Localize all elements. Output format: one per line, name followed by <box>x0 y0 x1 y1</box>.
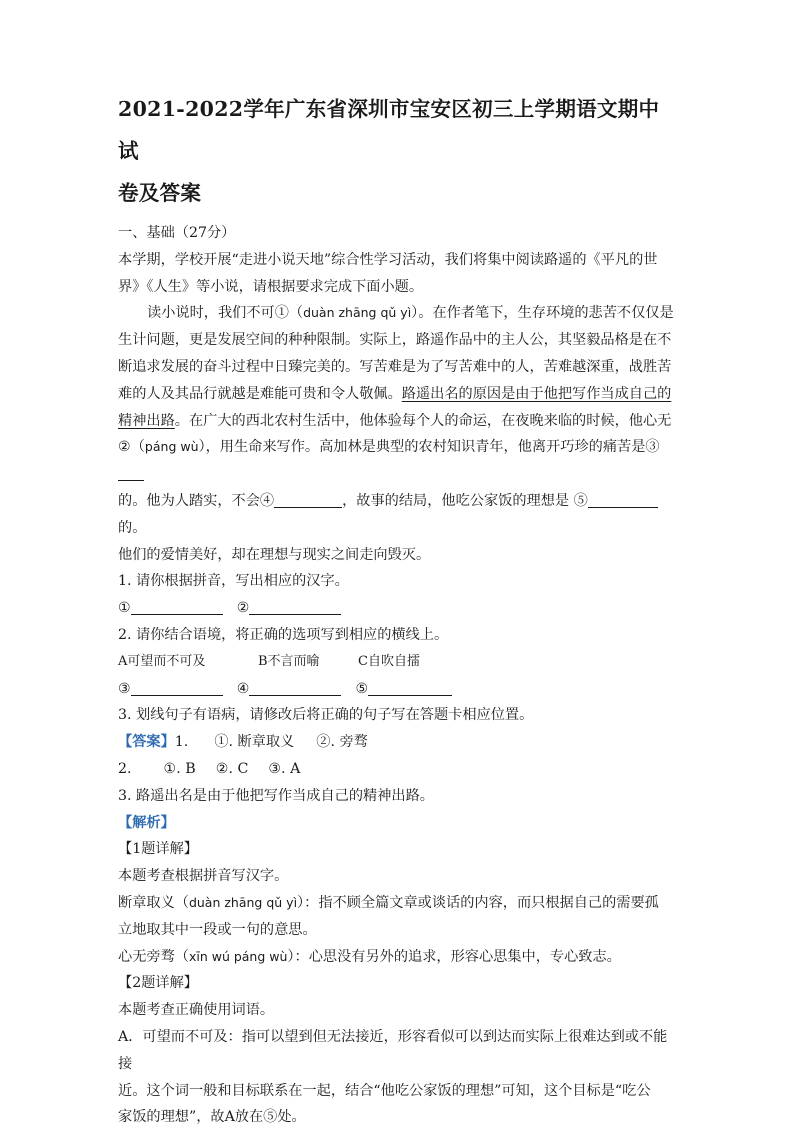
detail-2-line-1: 本题考查正确使用词语。 <box>118 1002 275 1019</box>
title-line-1: 2021-2022学年广东省深圳市宝安区初三上学期语文期中试 <box>118 97 660 163</box>
question-2: 2. 请你结合语境，将正确的选项写到相应的横线上。 <box>118 626 449 643</box>
passage-line-1: 读小说时，我们不可①（duàn zhāng qǔ yì）。在作者笔下，生存环境的悲苦不仅仅是 <box>147 305 674 322</box>
blank-3[interactable] <box>118 464 144 481</box>
answer-line-1: 【答案】1. ①. 断章取义 ②. 旁骛 <box>118 734 368 751</box>
passage-line-2: 生计问题，更是发展空间的种种限制。实际上，路遥作品中的主人公，其坚毅品格是在不 <box>118 332 672 349</box>
question-2-blanks: ③ ④ ⑤ <box>118 676 678 703</box>
detail-1-line-2: 断章取义（duàn zhāng qǔ yì）：指不顾全篇文章或谈话的内容，而只根据自己的需要孤 <box>118 894 659 911</box>
blank-5[interactable] <box>588 491 658 508</box>
detail-2-line-2: A．可望而不可及：指可以望到但无法接近，形容看似可以到达而实际上很难达到或不能接 <box>118 1028 668 1072</box>
question-3: 3. 划线句子有语病，请修改后将正确的句子写在答题卡相应位置。 <box>118 707 534 724</box>
title-line-2: 卷及答案 <box>118 181 202 205</box>
question-1: 1. 请你根据拼音，写出相应的汉字。 <box>118 573 349 590</box>
passage-line-3: 断追求发展的奋斗过程中日臻完美的。写苦难是为了写苦难中的人，苦难越深重，战胜苦 <box>118 358 672 375</box>
answer-blank-5[interactable] <box>368 679 452 696</box>
answer-blank-2[interactable] <box>249 598 341 615</box>
underlined-sentence-end: 精神出路 <box>118 412 175 429</box>
underlined-sentence: 路遥出名的原因是由于他把写作当成自己的 <box>401 385 672 402</box>
detail-1-line-4: 心无旁骛（xīn wú páng wù）：心思没有另外的追求，形容心思集中，专心致志。 <box>118 948 621 965</box>
answer-blank-3[interactable] <box>131 679 223 696</box>
detail-2-line-4: 家饭的理想”，故A放在⑤处。 <box>118 1109 306 1126</box>
passage-line-7: 的。他为人踏实，不会④ ，故事的结局，他吃公家饭的理想是 ⑤的。 <box>118 488 678 542</box>
question-2-options <box>118 649 678 676</box>
detail-2-heading: 【2题详解】 <box>118 975 198 992</box>
detail-2-line-3: 近。这个词一般和目标联系在一起，结合“他吃公家饭的理想”可知，这个目标是“吃公 <box>118 1082 651 1099</box>
answer-blank-4[interactable] <box>249 679 341 696</box>
detail-1-line-1: 本题考查根据拼音写汉字。 <box>118 868 289 885</box>
intro-line-1: 本学期，学校开展“走进小说天地”综合性学习活动，我们将集中阅读路遥的《平凡的世 <box>118 251 658 268</box>
detail-1-heading: 【1题详解】 <box>118 841 198 858</box>
document-title <box>118 88 678 214</box>
passage <box>118 300 678 568</box>
document-page <box>118 88 678 1131</box>
answer-line-3: 3. 路遥出名是由于他把写作当成自己的精神出路。 <box>118 787 434 804</box>
intro-line-2: 界》《人生》等小说，请根据要求完成下面小题。 <box>118 278 424 295</box>
option-b: B不言而喻 <box>258 653 320 669</box>
option-a: A可望而不可及 <box>118 653 206 669</box>
passage-line-5: 精神出路。在广大的西北农村生活中，他体验每个人的命运，在夜晚来临的时候，他心无 <box>118 412 672 429</box>
option-c: C自吹自擂 <box>358 653 420 669</box>
section-heading: 一、基础（27分） <box>118 225 236 241</box>
passage-line-6: ②（páng wù），用生命来写作。高加林是典型的农村知识青年，他离开巧珍的痛苦是③ <box>118 434 678 488</box>
passage-line-4: 难的人及其品行就越是难能可贵和令人敬佩。路遥出名的原因是由于他把写作当成自己的 <box>118 385 672 402</box>
detail-1-line-3: 立地取其中一段或一句的意思。 <box>118 921 317 938</box>
answer-blank-1[interactable] <box>131 598 223 615</box>
question-1-blanks: ① ② <box>118 595 678 622</box>
blank-4[interactable] <box>274 491 342 508</box>
analysis-label: 【解析】 <box>118 814 175 831</box>
passage-line-8: 他们的爱情美好，却在理想与现实之间走向毁灭。 <box>118 546 431 563</box>
answer-label: 【答案】 <box>118 734 175 751</box>
answer-line-2: 2. ①. B ②. C ③. A <box>118 760 301 777</box>
